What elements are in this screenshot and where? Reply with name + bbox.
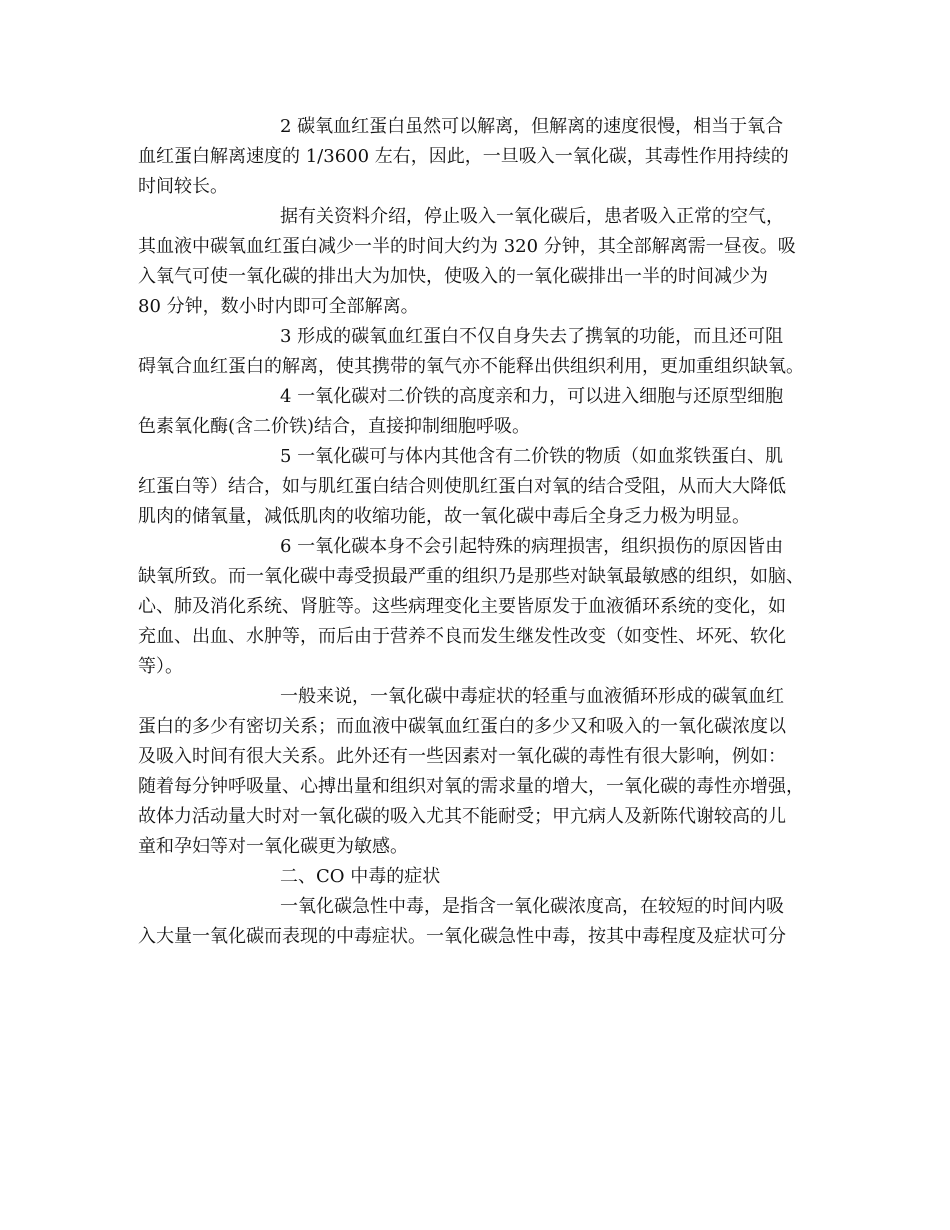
text-line: 80 分钟，数小时内即可全部解离。 [138, 296, 419, 317]
paragraph-acute-poisoning [138, 892, 814, 952]
text-line: 肌肉的储氧量，减低肌肉的收缩功能，故一氧化碳中毒后全身乏力极为明显。 [138, 506, 750, 527]
text-line: 2 碳氧血红蛋白虽然可以解离，但解离的速度很慢，相当于氧合 [280, 116, 784, 137]
text-line: 童和孕妇等对一氧化碳更为敏感。 [138, 836, 408, 857]
paragraph-cell-respiration [138, 382, 814, 442]
text-line: 6 一氧化碳本身不会引起特殊的病理损害，组织损伤的原因皆由 [280, 536, 784, 557]
text-line: 碍氧合血红蛋白的解离，使其携带的氧气亦不能释出供组织利用，更加重组织缺氧。 [138, 356, 804, 377]
text-line: 及吸入时间有很大关系。此外还有一些因素对一氧化碳的毒性有很大影响，例如： [138, 746, 786, 767]
text-line: 一般来说，一氧化碳中毒症状的轻重与血液循环形成的碳氧血红 [280, 686, 784, 707]
paragraph-oxygen-release [138, 322, 814, 382]
paragraph-oxygen-treatment [138, 202, 814, 322]
paragraph-myoglobin [138, 442, 814, 532]
paragraph-toxicity-factors [138, 682, 814, 862]
text-line: 4 一氧化碳对二价铁的高度亲和力，可以进入细胞与还原型细胞 [280, 386, 784, 407]
text-line: 故体力活动量大时对一氧化碳的吸入尤其不能耐受；甲亢病人及新陈代谢较高的儿 [138, 806, 786, 827]
text-line: 入氧气可使一氧化碳的排出大为加快，使吸入的一氧化碳排出一半的时间减少为 [138, 266, 768, 287]
text-line: 其血液中碳氧血红蛋白减少一半的时间大约为 320 分钟，其全部解离需一昼夜。吸 [138, 236, 796, 257]
text-line: 等）。 [138, 656, 183, 677]
paragraph-pathology [138, 532, 814, 682]
text-line: 血红蛋白解离速度的 1/3600 左右，因此，一旦吸入一氧化碳，其毒性作用持续的 [138, 146, 789, 167]
text-line: 二、CO 中毒的症状 [280, 866, 441, 887]
document-body [138, 112, 814, 952]
text-line: 入大量一氧化碳而表现的中毒症状。一氧化碳急性中毒，按其中毒程度及症状可分 [138, 926, 786, 947]
text-line: 5 一氧化碳可与体内其他含有二价铁的物质（如血浆铁蛋白、肌 [280, 446, 784, 467]
text-line: 红蛋白等）结合，如与肌红蛋白结合则使肌红蛋白对氧的结合受阻，从而大大降低 [138, 476, 786, 497]
text-line: 心、肺及消化系统、肾脏等。这些病理变化主要皆原发于血液循环系统的变化，如 [138, 596, 786, 617]
text-line: 3 形成的碳氧血红蛋白不仅自身失去了携氧的功能，而且还可阻 [280, 326, 784, 347]
text-line: 据有关资料介绍，停止吸入一氧化碳后，患者吸入正常的空气， [280, 206, 784, 227]
text-line: 随着每分钟呼吸量、心搏出量和组织对氧的需求量的增大，一氧化碳的毒性亦增强， [138, 776, 804, 797]
text-line: 充血、出血、水肿等，而后由于营养不良而发生继发性改变（如变性、坏死、软化 [138, 626, 786, 647]
text-line: 缺氧所致。而一氧化碳中毒受损最严重的组织乃是那些对缺氧最敏感的组织，如脑、 [138, 566, 804, 587]
text-line: 蛋白的多少有密切关系；而血液中碳氧血红蛋白的多少又和吸入的一氧化碳浓度以 [138, 716, 786, 737]
section-heading-co-symptoms [138, 862, 814, 892]
paragraph-carboxyhemoglobin-dissociation [138, 112, 814, 202]
text-line: 时间较长。 [138, 176, 228, 197]
text-line: 一氧化碳急性中毒，是指含一氧化碳浓度高，在较短的时间内吸 [280, 896, 784, 917]
text-line: 色素氧化酶(含二价铁)结合，直接抑制细胞呼吸。 [138, 416, 531, 437]
